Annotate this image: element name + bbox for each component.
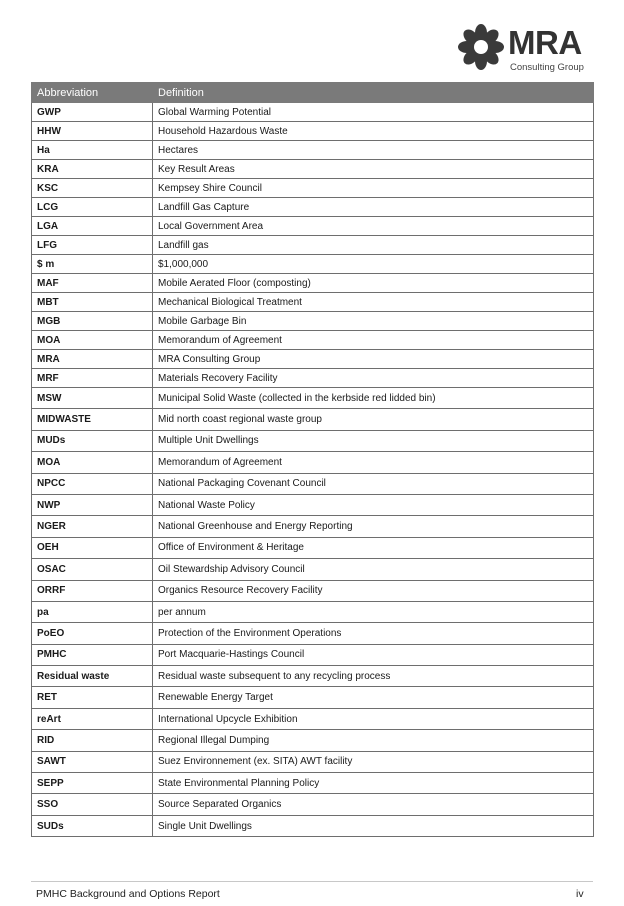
definition-cell: Mobile Garbage Bin xyxy=(153,312,594,331)
definition-cell: Oil Stewardship Advisory Council xyxy=(153,559,594,580)
definition-cell: Local Government Area xyxy=(153,217,594,236)
definition-cell: Memorandum of Agreement xyxy=(153,331,594,350)
table-row xyxy=(32,773,594,794)
definition-cell: International Upcycle Exhibition xyxy=(153,708,594,729)
logo-subtitle: Consulting Group xyxy=(510,62,584,73)
definition-cell: National Waste Policy xyxy=(153,494,594,515)
abbr-cell: RET xyxy=(32,687,153,708)
table-row xyxy=(32,494,594,515)
table-row xyxy=(32,293,594,312)
table-row xyxy=(32,452,594,473)
table-row xyxy=(32,217,594,236)
abbr-cell: LCG xyxy=(32,198,153,217)
abbr-cell: MIDWASTE xyxy=(32,409,153,430)
abbr-cell: OSAC xyxy=(32,559,153,580)
definition-cell: Mid north coast regional waste group xyxy=(153,409,594,430)
abbr-cell: HHW xyxy=(32,122,153,141)
abbr-cell: PMHC xyxy=(32,644,153,665)
table-row xyxy=(32,236,594,255)
table-row xyxy=(32,409,594,430)
abbr-cell: GWP xyxy=(32,103,153,122)
abbr-cell: MUDs xyxy=(32,430,153,451)
definition-cell: Memorandum of Agreement xyxy=(153,452,594,473)
abbr-cell: OEH xyxy=(32,537,153,558)
abbr-cell: RID xyxy=(32,730,153,751)
abbr-cell: NPCC xyxy=(32,473,153,494)
abbr-cell: MOA xyxy=(32,331,153,350)
abbr-cell: MRA xyxy=(32,350,153,369)
table-row xyxy=(32,537,594,558)
table-header-row xyxy=(32,83,594,103)
definition-cell: Hectares xyxy=(153,141,594,160)
abbr-cell: MSW xyxy=(32,388,153,409)
definition-cell: State Environmental Planning Policy xyxy=(153,773,594,794)
definition-cell: Municipal Solid Waste (collected in the kerbside red lidded bin) xyxy=(153,388,594,409)
definition-cell: Materials Recovery Facility xyxy=(153,369,594,388)
definition-cell: National Packaging Covenant Council xyxy=(153,473,594,494)
definition-cell: per annum xyxy=(153,601,594,622)
table-row xyxy=(32,559,594,580)
table-row xyxy=(32,103,594,122)
table-row xyxy=(32,730,594,751)
abbr-cell: MGB xyxy=(32,312,153,331)
table-row xyxy=(32,815,594,836)
abbr-cell: ORRF xyxy=(32,580,153,601)
abbr-cell: MBT xyxy=(32,293,153,312)
abbr-cell: LFG xyxy=(32,236,153,255)
definition-cell: Renewable Energy Target xyxy=(153,687,594,708)
definition-cell: Protection of the Environment Operations xyxy=(153,623,594,644)
definition-cell: Regional Illegal Dumping xyxy=(153,730,594,751)
table-row xyxy=(32,198,594,217)
table-row xyxy=(32,388,594,409)
abbr-cell: MOA xyxy=(32,452,153,473)
definition-cell: Residual waste subsequent to any recycling process xyxy=(153,666,594,687)
definition-cell: Port Macquarie-Hastings Council xyxy=(153,644,594,665)
abbr-cell: pa xyxy=(32,601,153,622)
abbr-cell: SUDs xyxy=(32,815,153,836)
definition-cell: Single Unit Dwellings xyxy=(153,815,594,836)
table-row xyxy=(32,687,594,708)
abbr-cell: KSC xyxy=(32,179,153,198)
abbr-cell: reArt xyxy=(32,708,153,729)
definition-cell: Source Separated Organics xyxy=(153,794,594,815)
abbr-cell: LGA xyxy=(32,217,153,236)
definition-cell: Mobile Aerated Floor (composting) xyxy=(153,274,594,293)
table-row xyxy=(32,331,594,350)
abbr-cell: KRA xyxy=(32,160,153,179)
footer-divider xyxy=(31,881,593,882)
table-row xyxy=(32,794,594,815)
table-row xyxy=(32,350,594,369)
mra-emblem-icon xyxy=(456,22,506,72)
header-definition: Definition xyxy=(153,83,594,103)
definition-cell: Household Hazardous Waste xyxy=(153,122,594,141)
definition-cell: Landfill gas xyxy=(153,236,594,255)
table-row xyxy=(32,141,594,160)
table-row xyxy=(32,369,594,388)
footer-page-number: iv xyxy=(576,888,584,900)
table-row xyxy=(32,122,594,141)
header-abbreviation: Abbreviation xyxy=(32,83,153,103)
definition-cell: Organics Resource Recovery Facility xyxy=(153,580,594,601)
definition-cell: National Greenhouse and Energy Reporting xyxy=(153,516,594,537)
definition-cell: Office of Environment & Heritage xyxy=(153,537,594,558)
definition-cell: Key Result Areas xyxy=(153,160,594,179)
definition-cell: MRA Consulting Group xyxy=(153,350,594,369)
table-row xyxy=(32,708,594,729)
table-row xyxy=(32,179,594,198)
footer-report-title: PMHC Background and Options Report xyxy=(36,888,220,900)
abbr-cell: PoEO xyxy=(32,623,153,644)
abbr-cell: MRF xyxy=(32,369,153,388)
table-row xyxy=(32,312,594,331)
table-row xyxy=(32,473,594,494)
table-row xyxy=(32,580,594,601)
company-logo xyxy=(456,22,596,74)
definition-cell: $1,000,000 xyxy=(153,255,594,274)
logo-name: MRA xyxy=(508,24,582,61)
table-row xyxy=(32,160,594,179)
table-row xyxy=(32,430,594,451)
abbr-cell: $ m xyxy=(32,255,153,274)
abbr-cell: SSO xyxy=(32,794,153,815)
abbr-cell: NGER xyxy=(32,516,153,537)
table-row xyxy=(32,601,594,622)
table-row xyxy=(32,255,594,274)
definition-cell: Mechanical Biological Treatment xyxy=(153,293,594,312)
table-row xyxy=(32,644,594,665)
definition-cell: Kempsey Shire Council xyxy=(153,179,594,198)
table-row xyxy=(32,666,594,687)
abbr-cell: SAWT xyxy=(32,751,153,772)
abbr-cell: SEPP xyxy=(32,773,153,794)
definition-cell: Global Warming Potential xyxy=(153,103,594,122)
table-row xyxy=(32,623,594,644)
abbr-cell: NWP xyxy=(32,494,153,515)
abbr-cell: MAF xyxy=(32,274,153,293)
definition-cell: Landfill Gas Capture xyxy=(153,198,594,217)
definition-cell: Suez Environnement (ex. SITA) AWT facility xyxy=(153,751,594,772)
table-row xyxy=(32,516,594,537)
abbr-cell: Ha xyxy=(32,141,153,160)
abbr-cell: Residual waste xyxy=(32,666,153,687)
definition-cell: Multiple Unit Dwellings xyxy=(153,430,594,451)
abbreviation-table xyxy=(31,82,594,837)
table-row xyxy=(32,274,594,293)
table-row xyxy=(32,751,594,772)
